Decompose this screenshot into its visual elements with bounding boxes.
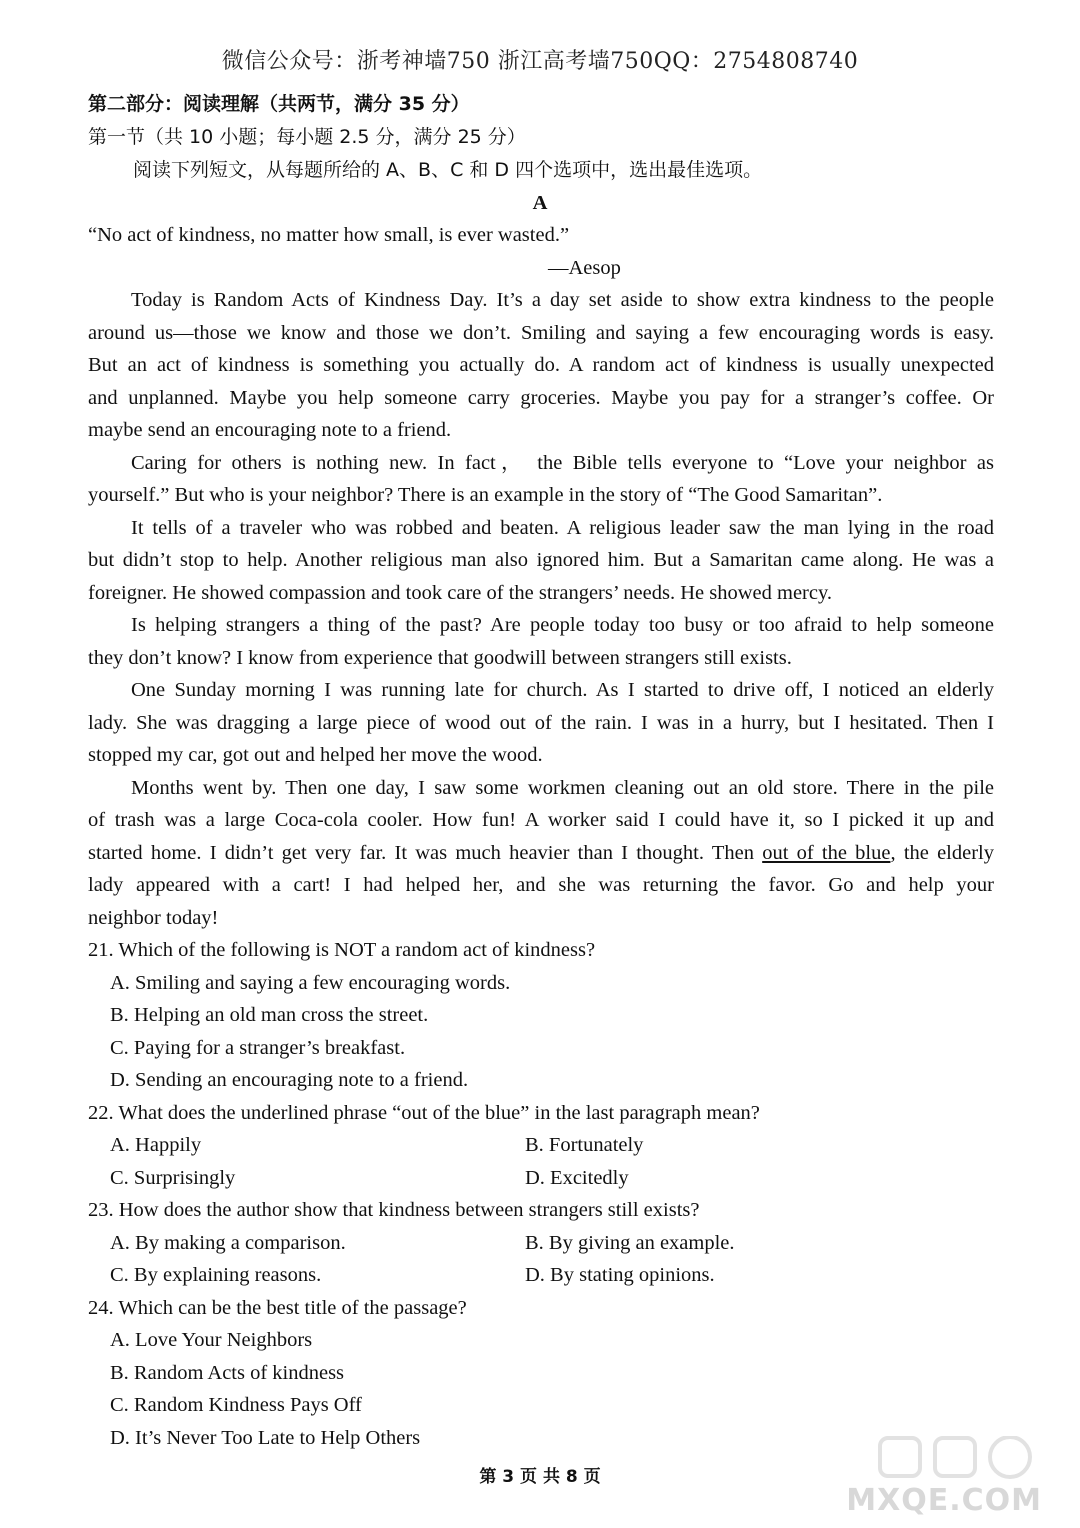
answer-option[interactable]: B. Helping an old man cross the street. [110,1004,429,1026]
answer-option[interactable]: C. By explaining reasons. [110,1264,322,1286]
instructions: 阅读下列短文，从每题所给的 A、B、C 和 D 四个选项中，选出最佳选项。 [133,159,763,181]
answer-option[interactable]: A. By making a comparison. [110,1232,346,1254]
answer-option[interactable]: B. Random Acts of kindness [110,1362,345,1384]
passage-line: and unplanned. Maybe you help someone carry groceries. Maybe you pay for a stranger’s coffee. Or [88,387,994,409]
passage-label: A [532,192,548,214]
answer-option[interactable]: C. Paying for a stranger’s breakfast. [110,1037,406,1059]
passage-line: of trash was a large Coca-cola cooler. How fun! A worker said I could have it, so I picked it up and [88,809,994,831]
epigraph-author: —Aesop [548,257,621,279]
question-stem: 22. What does the underlined phrase “out of the blue” in the last paragraph mean? [88,1102,760,1124]
watermark-text: MXQE.COM [846,1483,1042,1518]
answer-option[interactable]: D. It’s Never Too Late to Help Others [110,1427,421,1449]
answer-option[interactable]: A. Love Your Neighbors [110,1329,313,1351]
line-text: started home. I didn’t get very far. It was much heavier than I thought. Then [88,842,763,864]
passage-line: But an act of kindness is something you actually do. A random act of kindness is usually unexpected [88,354,994,376]
line-text: , the elderly [890,842,994,864]
passage-line: yourself.” But who is your neighbor? There is an example in the story of “The Good Samaritan”. [88,484,883,506]
question-stem: 23. How does the author show that kindness between strangers still exists? [88,1199,700,1221]
section-title: 第二部分：阅读理解（共两节，满分 35 分） [88,93,470,115]
passage-line: lady. She was dragging a large piece of wood out of the rain. I was in a hurry, but I hesitated. Then I [88,712,994,734]
passage-line: around us—those we know and those we don’t. Smiling and saying a few encouraging words is easy. [88,322,994,344]
passage-line: Today is Random Acts of Kindness Day. It’s a day set aside to show extra kindness to the people [131,289,994,311]
underlined-phrase: out of the blue [762,842,891,864]
passage-line: they don’t know? I know from experience that goodwill between strangers still exists. [88,647,792,669]
passage-line: stopped my car, got out and helped her move the wood. [88,744,543,766]
answer-option[interactable]: D. By stating opinions. [525,1264,715,1286]
passage-line: lady appeared with a cart! I had helped her, and she was returning the favor. Go and help your [88,874,994,896]
answer-option[interactable]: C. Random Kindness Pays Off [110,1394,362,1416]
passage-line: One Sunday morning I was running late for church. As I started to drive off, I noticed an elderly [131,679,994,701]
subsection-title: 第一节（共 10 小题；每小题 2.5 分，满分 25 分） [88,126,526,148]
passage-line: but didn’t stop to help. Another religious man also ignored him. But a Samaritan came along. He was a [88,549,994,571]
answer-option[interactable]: A. Smiling and saying a few encouraging words. [110,972,511,994]
question-stem: 21. Which of the following is NOT a random act of kindness? [88,939,596,961]
answer-option[interactable]: D. Sending an encouraging note to a friend. [110,1069,469,1091]
passage-line: foreigner. He showed compassion and took care of the strangers’ needs. He showed mercy. [88,582,833,604]
answer-option[interactable]: C. Surprisingly [110,1167,236,1189]
passage-line: neighbor today! [88,907,219,929]
passage-line: Months went by. Then one day, I saw some workmen cleaning out an old store. There in the pile [131,777,994,799]
answer-option[interactable]: A. Happily [110,1134,202,1156]
epigraph-quote: “No act of kindness, no matter how small, is ever wasted.” [88,224,570,246]
answer-option[interactable]: B. By giving an example. [525,1232,735,1254]
passage-line: maybe send an encouraging note to a friend. [88,419,452,441]
question-stem: 24. Which can be the best title of the passage? [88,1297,467,1319]
passage-line: It tells of a traveler who was robbed and beaten. A religious leader saw the man lying in the road [131,517,994,539]
answer-option[interactable]: D. Excitedly [525,1167,629,1189]
page-number: 第 3 页 共 8 页 [479,1467,601,1487]
passage-line: Is helping strangers a thing of the past? Are people today too busy or too afraid to help someone [131,614,994,636]
page-header: 微信公众号：浙考神墙750 浙江高考墙750QQ：2754808740 [221,49,859,74]
passage-line [88,837,994,869]
answer-option[interactable]: B. Fortunately [525,1134,644,1156]
passage-line: Caring for others is nothing new. In fact， the Bible tells everyone to “Love your neighbor as [131,452,994,474]
